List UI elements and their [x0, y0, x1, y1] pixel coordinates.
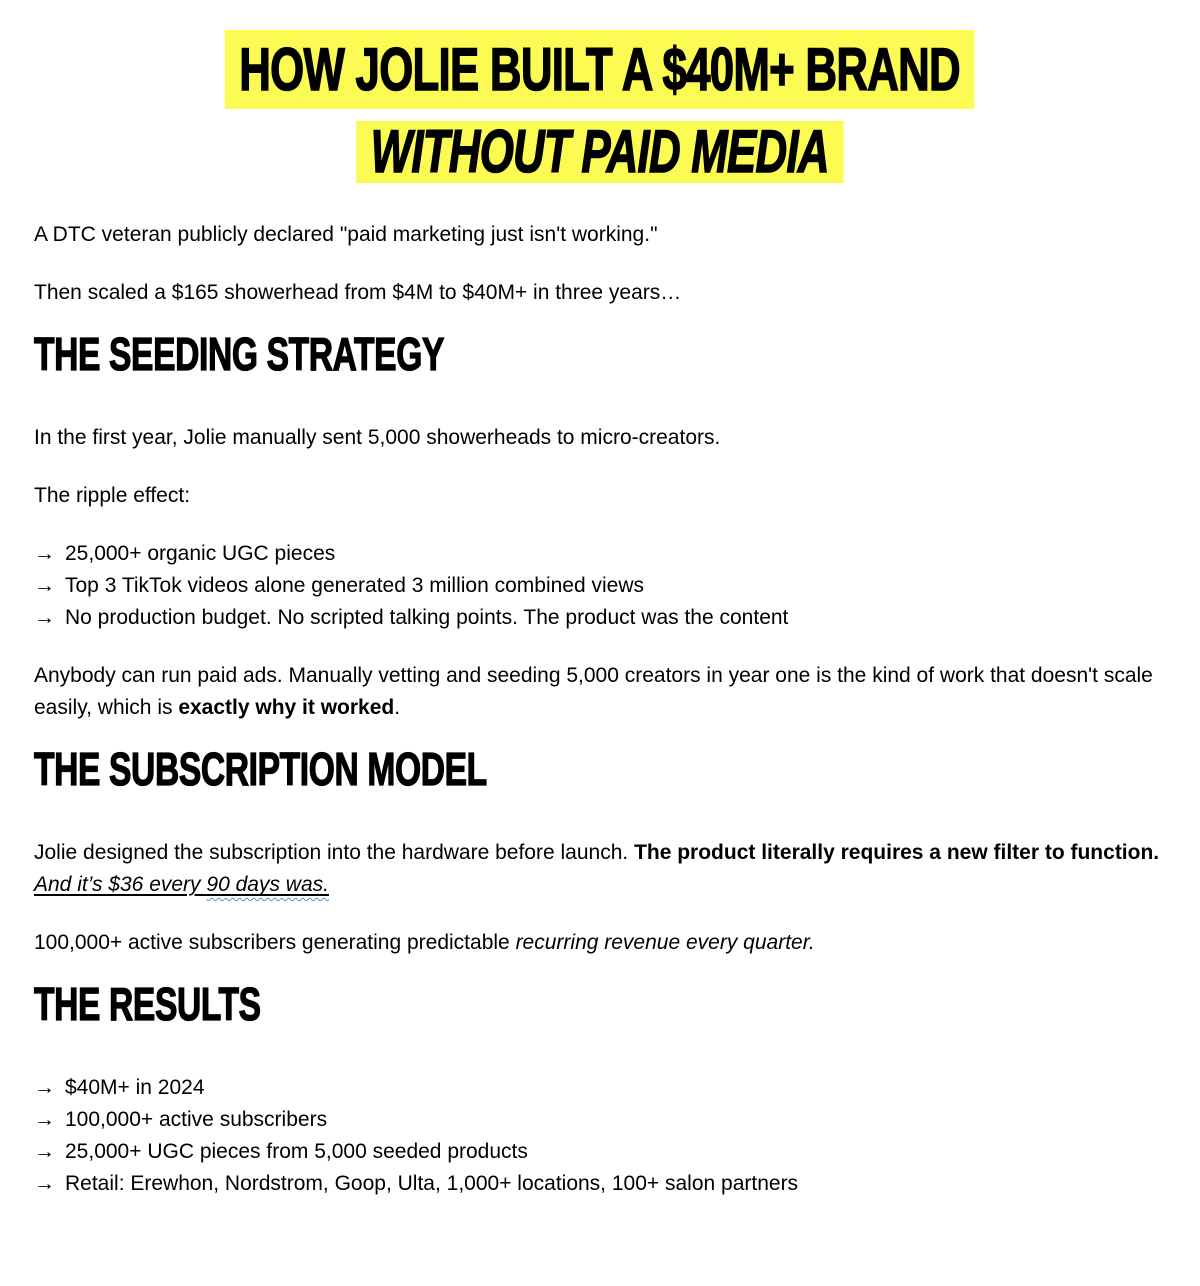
arrow-bullet-marker: → — [34, 1172, 55, 1195]
arrow-bullet-marker: → — [34, 1108, 55, 1131]
bullet-item — [34, 602, 1166, 634]
title-line-1: HOW JOLIE BUILT A $40M+ BRAND — [225, 30, 975, 109]
section-subscription-heading-row — [34, 743, 1166, 797]
seeding-paragraph-2: The ripple effect: — [34, 484, 191, 507]
bullet-item — [34, 1168, 1166, 1200]
title-line-2-wrap — [34, 118, 1166, 185]
intro-paragraph-2: Then scaled a $165 showerhead from $4M to $40M+ in three years… — [34, 281, 682, 304]
subscription-p2-text: 100,000+ active subscribers generating predictable — [34, 931, 516, 954]
subscription-p1-italic-start: And it’s $36 every — [34, 873, 207, 896]
section-seeding-heading-row — [34, 328, 1166, 382]
section-heading-subscription: THE SUBSCRIPTION MODEL — [34, 743, 487, 795]
seeding-outro-text: Anybody can run paid ads. Manually vetting and seeding 5,000 creators in year one is the kind of work that doesn't scale easily, which is — [34, 664, 1153, 719]
bullet-item — [34, 1136, 1166, 1168]
subscription-paragraph-1 — [34, 837, 1166, 901]
section-heading-seeding: THE SEEDING STRATEGY — [34, 328, 445, 380]
bullet-text: 25,000+ UGC pieces from 5,000 seeded products — [65, 1140, 528, 1163]
subscription-p1-grammar-squiggle: 90 days was. — [206, 873, 329, 896]
seeding-bullet-list — [34, 538, 1166, 634]
section-heading-results: THE RESULTS — [34, 978, 261, 1030]
seeding-outro-paragraph — [34, 660, 1166, 724]
results-bullet-list — [34, 1072, 1166, 1200]
bullet-text: $40M+ in 2024 — [65, 1076, 205, 1099]
subscription-p1-bold: The product literally requires a new filter to function. — [634, 841, 1160, 864]
bullet-text: 25,000+ organic UGC pieces — [65, 542, 336, 565]
bullet-item — [34, 1072, 1166, 1104]
subscription-p2-italic: recurring revenue every quarter. — [515, 931, 815, 954]
bullet-text: No production budget. No scripted talking points. The product was the content — [65, 606, 789, 629]
arrow-bullet-marker: → — [34, 574, 55, 597]
title-line-1-wrap — [34, 30, 1166, 109]
bullet-text: Top 3 TikTok videos alone generated 3 million combined views — [65, 574, 644, 597]
seeding-outro-period: . — [394, 696, 401, 719]
arrow-bullet-marker: → — [34, 1076, 55, 1099]
seeding-outro-bold: exactly why it worked — [178, 696, 395, 719]
intro-paragraph-1: A DTC veteran publicly declared "paid marketing just isn't working." — [34, 223, 658, 246]
seeding-paragraph-1: In the first year, Jolie manually sent 5,000 showerheads to micro-creators. — [34, 426, 721, 449]
bullet-text: 100,000+ active subscribers — [65, 1108, 328, 1131]
subscription-paragraph-2 — [34, 927, 1166, 959]
subscription-p1-italic-underlined — [34, 873, 329, 896]
section-results-heading-row — [34, 978, 1166, 1032]
arrow-bullet-marker: → — [34, 606, 55, 629]
bullet-item — [34, 538, 1166, 570]
subscription-p1-text: Jolie designed the subscription into the hardware before launch. — [34, 841, 635, 864]
bullet-item — [34, 1104, 1166, 1136]
arrow-bullet-marker: → — [34, 1140, 55, 1163]
bullet-text: Retail: Erewhon, Nordstrom, Goop, Ulta, 1,000+ locations, 100+ salon partners — [65, 1172, 799, 1195]
document-title — [34, 30, 1166, 183]
arrow-bullet-marker: → — [34, 542, 55, 565]
bullet-item — [34, 570, 1166, 602]
title-line-2: WITHOUT PAID MEDIA — [356, 121, 843, 183]
